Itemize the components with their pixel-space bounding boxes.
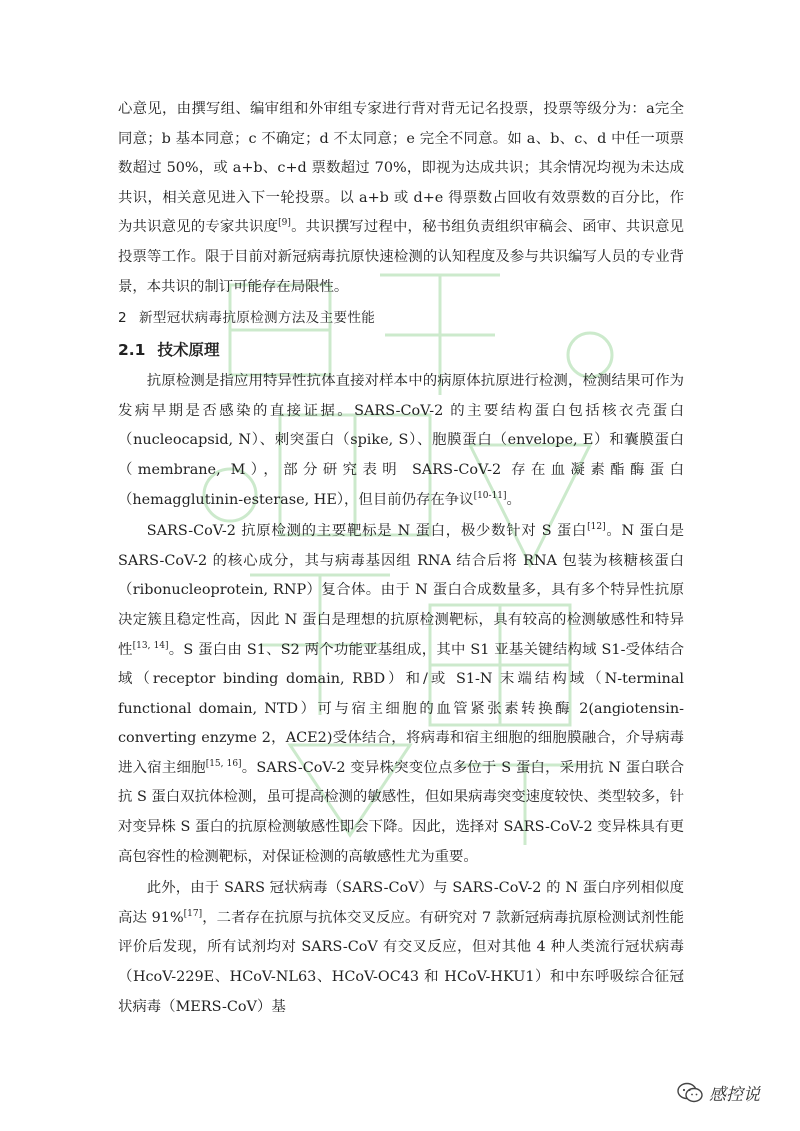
wechat-icon xyxy=(677,1082,703,1104)
section-2-1-title: 技术原理 xyxy=(157,341,220,360)
reference-17[interactable]: [17] xyxy=(183,908,203,919)
intro-paragraph: 心意见，由撰写组、编审组和外审组专家进行背对背无记名投票，投票等级分为：a完全同意；b 基本同意；c 不确定；d 不太同意；e 完全不同意。如 a、b、c、d 中任一项票数超过 50%，或 a+b、c+d 票数超过 70%，即视为达成共识；其余情况均视为未达成共识，相关意见进入下一轮投票。以 a+b 或 d+e 得票数占回收有效票数的百分比，作为共识意见的专家共识度[9]。共识撰写过程中，秘书组负责组织审稿会、函审、共识意见投票等工作。限于目前对新冠病毒抗原快速检测的认知程度及参与共识编写人员的专业背景，本共识的制订可能存在局限性。 xyxy=(118,101,684,295)
footer-label: 感控说 xyxy=(709,1085,760,1105)
reference-15-16[interactable]: [15, 16] xyxy=(205,758,242,769)
reference-10-11[interactable]: [10-11] xyxy=(473,490,507,501)
footer-brand[interactable] xyxy=(677,1080,760,1105)
reference-12[interactable]: [12] xyxy=(587,522,606,533)
paragraph-n-protein-target: SARS-CoV-2 抗原检测的主要靶标是 N 蛋白，极少数针对 S 蛋白[12]。N 蛋白是 SARS-CoV-2 的核心成分，其与病毒基因组 RNA 结合后将 RNA 包装为核糖核蛋白（ribonucleoprotein, RNP）复合体。由于 N 蛋白合成数量多，具有多个特异性抗原决定簇且稳定性高，因此 N 蛋白是理想的抗原检测靶标，具有较高的检测敏感性和特异性[13, 14]。S 蛋白由 S1、S2 两个功能亚基组成，其中 S1 亚基关键结构域 S1-受体结合域（receptor binding domain, RBD）和/或 S1-N 末端结构域（N-terminal functional domain, NTD）可与宿主细胞的血管紧张素转换酶 2(angiotensin-converting enzyme 2，ACE2)受体结合，将病毒和宿主细胞的细胞膜融合，介导病毒进入宿主细胞[15, 16]。SARS-CoV-2 变异株突变位点多位于 S 蛋白，采用抗 N 蛋白联合抗 S 蛋白双抗体检测，虽可提高检测的敏感性，但如果病毒突变速度较快、类型较多，针对变异株 S 蛋白的抗原检测敏感性即会下降。因此，选择对 SARS-CoV-2 变异株具有更高包容性的检测靶标，对保证检测的高敏感性尤为重要。 xyxy=(118,522,684,865)
section-2-heading xyxy=(118,304,684,333)
section-2-1-number: 2.1 xyxy=(118,341,146,360)
section-2-1-heading xyxy=(118,335,684,365)
section-2-title: 新型冠状病毒抗原检测方法及主要性能 xyxy=(138,310,376,327)
document-body xyxy=(118,95,684,1022)
reference-13-14[interactable]: [13, 14] xyxy=(132,640,169,651)
reference-9[interactable]: [9] xyxy=(278,218,291,229)
paragraph-antigen-detection: 抗原检测是指应用特异性抗体直接对样本中的病原体抗原进行检测，检测结果可作为发病早期是否感染的直接证据。SARS-CoV-2 的主要结构蛋白包括核衣壳蛋白（nucleocapsid, N）、刺突蛋白（spike, S）、胞膜蛋白（envelope, E）和囊膜蛋白（membrane, M），部分研究表明 SARS-CoV-2 存在血凝素酯酶蛋白（hemagglutinin-esterase, HE），但目前仍存在争议[10-11]。 xyxy=(118,373,684,508)
paragraph-cross-reaction: 此外，由于 SARS 冠状病毒（SARS-CoV）与 SARS-CoV-2 的 N 蛋白序列相似度高达 91%[17]，二者存在抗原与抗体交叉反应。有研究对 7 款新冠病毒抗原检测试剂性能评价后发现，所有试剂均对 SARS-CoV 有交叉反应，但对其他 4 种人类流行冠状病毒（HcoV-229E、HCoV-NL63、HCoV-OC43 和 HCoV-HKU1）和中东呼吸综合征冠状病毒（MERS-CoV）基 xyxy=(118,880,685,1015)
section-2-number: 2 xyxy=(118,310,127,327)
